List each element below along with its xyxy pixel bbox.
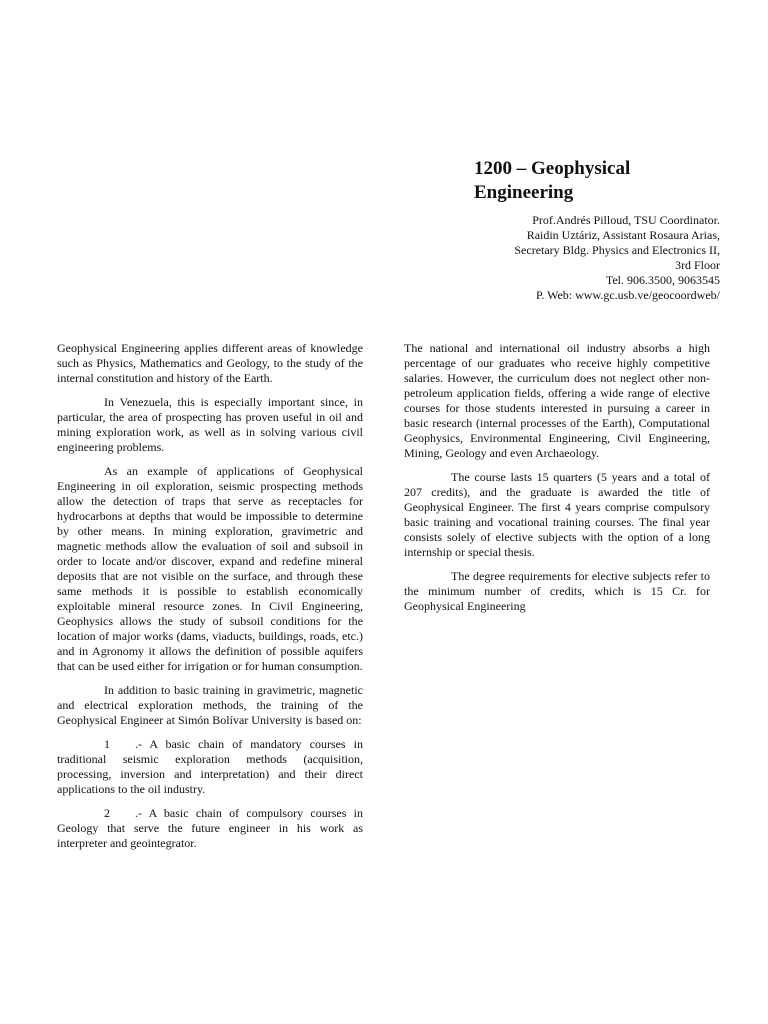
- left-column: [57, 341, 363, 860]
- contact-phone: Tel. 906.3500, 9063545: [605, 273, 720, 287]
- list-text: .- A basic chain of compulsory courses in Geology that serve the future engineer in his work as interpreter and geointegrator.: [57, 806, 363, 850]
- contact-floor: 3rd Floor: [675, 258, 720, 272]
- list-text: .- A basic chain of mandatory courses in traditional seismic exploration methods (acquisition, processing, inversion and interpretation) and their direct applications to the oil industry.: [57, 737, 363, 796]
- paragraph: The course lasts 15 quarters (5 years and a total of 207 credits), and the graduate is awarded the title of Geophysical Engineer. The first 4 years comprise compulsory basic training and vocational training courses. The final year consists solely of elective subjects with the option of a long internship or special thesis.: [404, 470, 710, 559]
- paragraph: The national and international oil industry absorbs a high percentage of our graduates who receive highly competitive salaries. However, the curriculum does not neglect other non-petroleum application fields, offering a wide range of elective courses for those students interested in pursuing a career in basic research (internal processes of the Earth), Computational Geophysics, Environmental Engineering, Civil Engineering, Mining, Geology and even Archaeology.: [404, 341, 710, 460]
- header-block: [474, 157, 720, 303]
- right-column: [404, 341, 710, 623]
- contact-building: Secretary Bldg. Physics and Electronics II,: [514, 243, 720, 257]
- page-title: 1200 – Geophysical Engineering: [474, 158, 631, 203]
- paragraph: Geophysical Engineering applies different areas of knowledge such as Physics, Mathematics and Geology, to the study of the internal constitution and history of the Earth.: [57, 341, 363, 385]
- list-item: [57, 806, 363, 851]
- list-number: 2: [104, 806, 110, 820]
- paragraph: In addition to basic training in gravimetric, magnetic and electrical exploration methods, the training of the Geophysical Engineer at Simón Bolívar University is based on:: [57, 683, 363, 727]
- paragraph: The degree requirements for elective subjects refer to the minimum number of credits, which is 15 Cr. for Geophysical Engineering: [404, 569, 710, 613]
- contact-info: [474, 213, 720, 303]
- list-number: 1: [104, 737, 110, 751]
- paragraph: As an example of applications of Geophysical Engineering in oil exploration, seismic prospecting methods allow the detection of traps that serve as receptacles for hydrocarbons at depths that would be impossible to determine by other means. In mining exploration, gravimetric and magnetic methods allow the evaluation of soil and subsoil in order to locate and/or discover, expand and redefine mineral deposits that are not visible on the surface, and through these same methods it is possible to establish economically exploitable mineral resource zones. In Civil Engineering, Geophysics allows the study of subsoil conditions for the location of major works (dams, viaducts, buildings, roads, etc.) and in Agronomy it allows the definition of possible aquifers that can be used either for irrigation or for human consumption.: [57, 464, 363, 673]
- contact-assistant: Raidin Uztáriz, Assistant Rosaura Arias,: [526, 228, 720, 242]
- contact-web: P. Web: www.gc.usb.ve/geocoordweb/: [535, 288, 720, 302]
- contact-coordinator: Prof.Andrés Pilloud, TSU Coordinator.: [532, 213, 720, 227]
- paragraph: In Venezuela, this is especially important since, in particular, the area of prospecting has proven useful in oil and mining exploration work, as well as in solving various civil engineering problems.: [57, 395, 363, 454]
- list-item: [57, 737, 363, 797]
